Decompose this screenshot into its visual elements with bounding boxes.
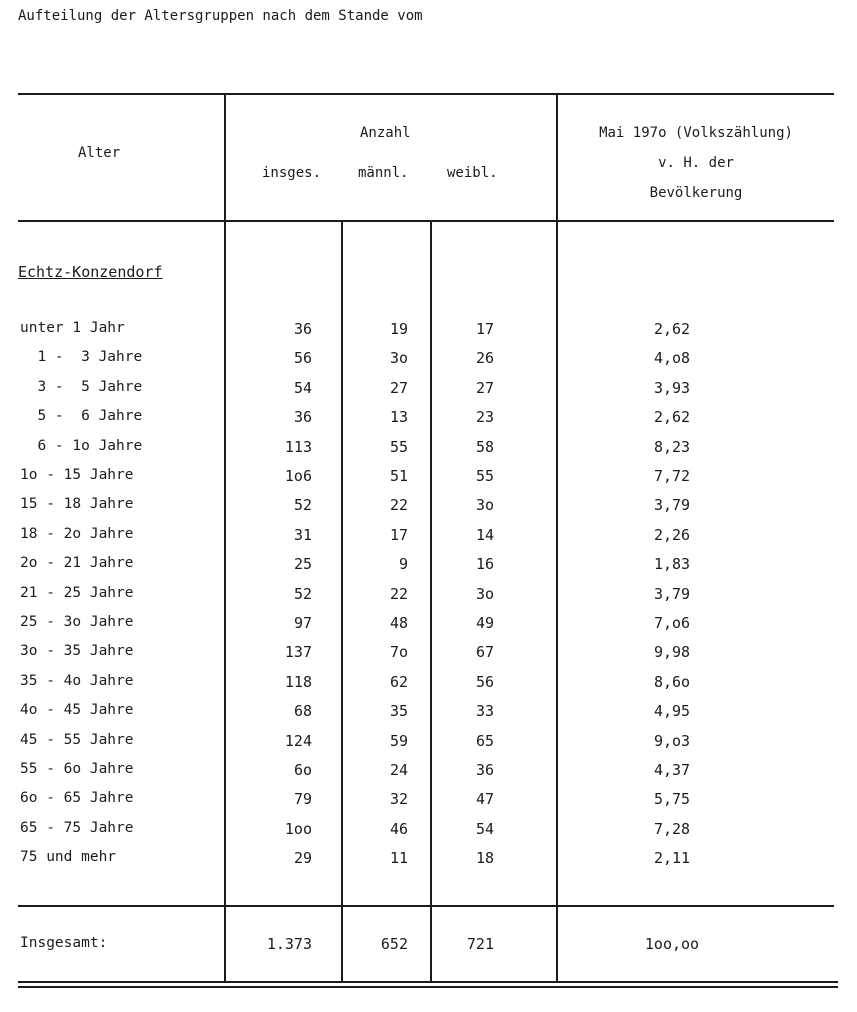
row-maennl: 59	[389, 732, 408, 750]
row-insges: 36	[293, 408, 312, 426]
row-insges: 1oo	[284, 820, 312, 838]
row-pct: 3,79	[653, 585, 691, 603]
row-insges: 25	[293, 555, 312, 573]
row-pct: 1,83	[653, 555, 691, 573]
header-alter: Alter	[78, 145, 121, 161]
row-pct: 9,o3	[653, 732, 691, 750]
header-weibl: weibl.	[447, 165, 498, 181]
row-maennl: 22	[389, 496, 408, 514]
row-weibl: 3o	[475, 585, 494, 603]
row-pct: 4,o8	[653, 349, 691, 367]
row-label: 4o - 45 Jahre	[20, 702, 134, 718]
header-mai-line3: Bevölkerung	[649, 185, 743, 201]
row-label: 18 - 2o Jahre	[20, 526, 134, 542]
section-title: Echtz-Konzendorf	[18, 263, 163, 281]
table-top-rule	[18, 93, 834, 95]
row-pct: 8,6o	[653, 673, 691, 691]
row-maennl: 62	[389, 673, 408, 691]
row-pct: 5,75	[653, 790, 691, 808]
row-pct: 7,72	[653, 467, 691, 485]
total-insges: 1.373	[266, 935, 312, 953]
row-pct: 4,95	[653, 702, 691, 720]
row-weibl: 26	[475, 349, 494, 367]
row-label: 55 - 6o Jahre	[20, 761, 134, 777]
row-insges: 31	[293, 526, 312, 544]
row-label: 25 - 3o Jahre	[20, 614, 134, 630]
row-maennl: 24	[389, 761, 408, 779]
row-pct: 9,98	[653, 643, 691, 661]
col-divider-alter	[224, 93, 226, 983]
row-weibl: 65	[475, 732, 494, 750]
row-weibl: 3o	[475, 496, 494, 514]
col-divider-anzahl	[556, 93, 558, 983]
row-pct: 2,62	[653, 408, 691, 426]
double-rule-top	[18, 981, 838, 983]
row-label: 1o - 15 Jahre	[20, 467, 134, 483]
row-pct: 2,62	[653, 320, 691, 338]
row-maennl: 17	[389, 526, 408, 544]
header-insges: insges.	[262, 165, 322, 181]
row-weibl: 56	[475, 673, 494, 691]
row-insges: 124	[284, 732, 312, 750]
row-weibl: 33	[475, 702, 494, 720]
row-weibl: 23	[475, 408, 494, 426]
row-insges: 97	[293, 614, 312, 632]
row-weibl: 27	[475, 379, 494, 397]
header-mai-line1: Mai 197o (Volkszählung)	[599, 125, 793, 141]
row-pct: 7,o6	[653, 614, 691, 632]
row-maennl: 27	[389, 379, 408, 397]
row-maennl: 32	[389, 790, 408, 808]
row-label: 3o - 35 Jahre	[20, 643, 134, 659]
total-weibl: 721	[466, 935, 494, 953]
row-weibl: 17	[475, 320, 494, 338]
row-insges: 54	[293, 379, 312, 397]
header-anzahl: Anzahl	[360, 125, 411, 141]
row-maennl: 35	[389, 702, 408, 720]
row-insges: 6o	[293, 761, 312, 779]
row-label: 1 - 3 Jahre	[20, 349, 143, 365]
row-maennl: 19	[389, 320, 408, 338]
row-maennl: 3o	[389, 349, 408, 367]
row-weibl: 16	[475, 555, 494, 573]
document-title: Aufteilung der Altersgruppen nach dem Stande vom	[18, 8, 423, 24]
row-pct: 8,23	[653, 438, 691, 456]
row-pct: 2,11	[653, 849, 691, 867]
row-label: 75 und mehr	[20, 849, 117, 865]
row-pct: 3,93	[653, 379, 691, 397]
row-label: 35 - 4o Jahre	[20, 673, 134, 689]
row-maennl: 11	[389, 849, 408, 867]
row-label: 5 - 6 Jahre	[20, 408, 143, 424]
row-pct: 2,26	[653, 526, 691, 544]
total-maennl: 652	[380, 935, 408, 953]
row-pct: 7,28	[653, 820, 691, 838]
row-insges: 137	[284, 643, 312, 661]
row-pct: 4,37	[653, 761, 691, 779]
row-weibl: 36	[475, 761, 494, 779]
row-maennl: 46	[389, 820, 408, 838]
row-label: 6 - 1o Jahre	[20, 438, 143, 454]
row-insges: 52	[293, 585, 312, 603]
row-label: unter 1 Jahr	[20, 320, 125, 336]
row-maennl: 55	[389, 438, 408, 456]
row-weibl: 55	[475, 467, 494, 485]
row-weibl: 47	[475, 790, 494, 808]
row-weibl: 54	[475, 820, 494, 838]
double-rule-bottom	[18, 986, 838, 988]
header-mai-line2: v. H. der	[658, 155, 734, 171]
row-label: 15 - 18 Jahre	[20, 496, 134, 512]
row-insges: 36	[293, 320, 312, 338]
row-label: 45 - 55 Jahre	[20, 732, 134, 748]
row-weibl: 18	[475, 849, 494, 867]
row-label: 6o - 65 Jahre	[20, 790, 134, 806]
header-maennl: männl.	[358, 165, 409, 181]
row-weibl: 14	[475, 526, 494, 544]
row-weibl: 49	[475, 614, 494, 632]
total-pct: 1oo,oo	[644, 935, 700, 953]
row-insges: 1o6	[284, 467, 312, 485]
row-insges: 52	[293, 496, 312, 514]
row-insges: 68	[293, 702, 312, 720]
row-insges: 29	[293, 849, 312, 867]
row-label: 21 - 25 Jahre	[20, 585, 134, 601]
row-maennl: 51	[389, 467, 408, 485]
row-pct: 3,79	[653, 496, 691, 514]
row-label: 3 - 5 Jahre	[20, 379, 143, 395]
row-insges: 79	[293, 790, 312, 808]
row-insges: 56	[293, 349, 312, 367]
row-insges: 118	[284, 673, 312, 691]
row-label: 65 - 75 Jahre	[20, 820, 134, 836]
row-maennl: 7o	[389, 643, 408, 661]
total-label: Insgesamt:	[20, 935, 108, 951]
row-maennl: 22	[389, 585, 408, 603]
row-maennl: 48	[389, 614, 408, 632]
header-bottom-rule	[18, 220, 834, 222]
row-maennl: 13	[389, 408, 408, 426]
total-top-rule	[18, 905, 834, 907]
row-label: 2o - 21 Jahre	[20, 555, 134, 571]
row-weibl: 67	[475, 643, 494, 661]
row-weibl: 58	[475, 438, 494, 456]
row-insges: 113	[284, 438, 312, 456]
row-maennl: 9	[398, 555, 408, 573]
